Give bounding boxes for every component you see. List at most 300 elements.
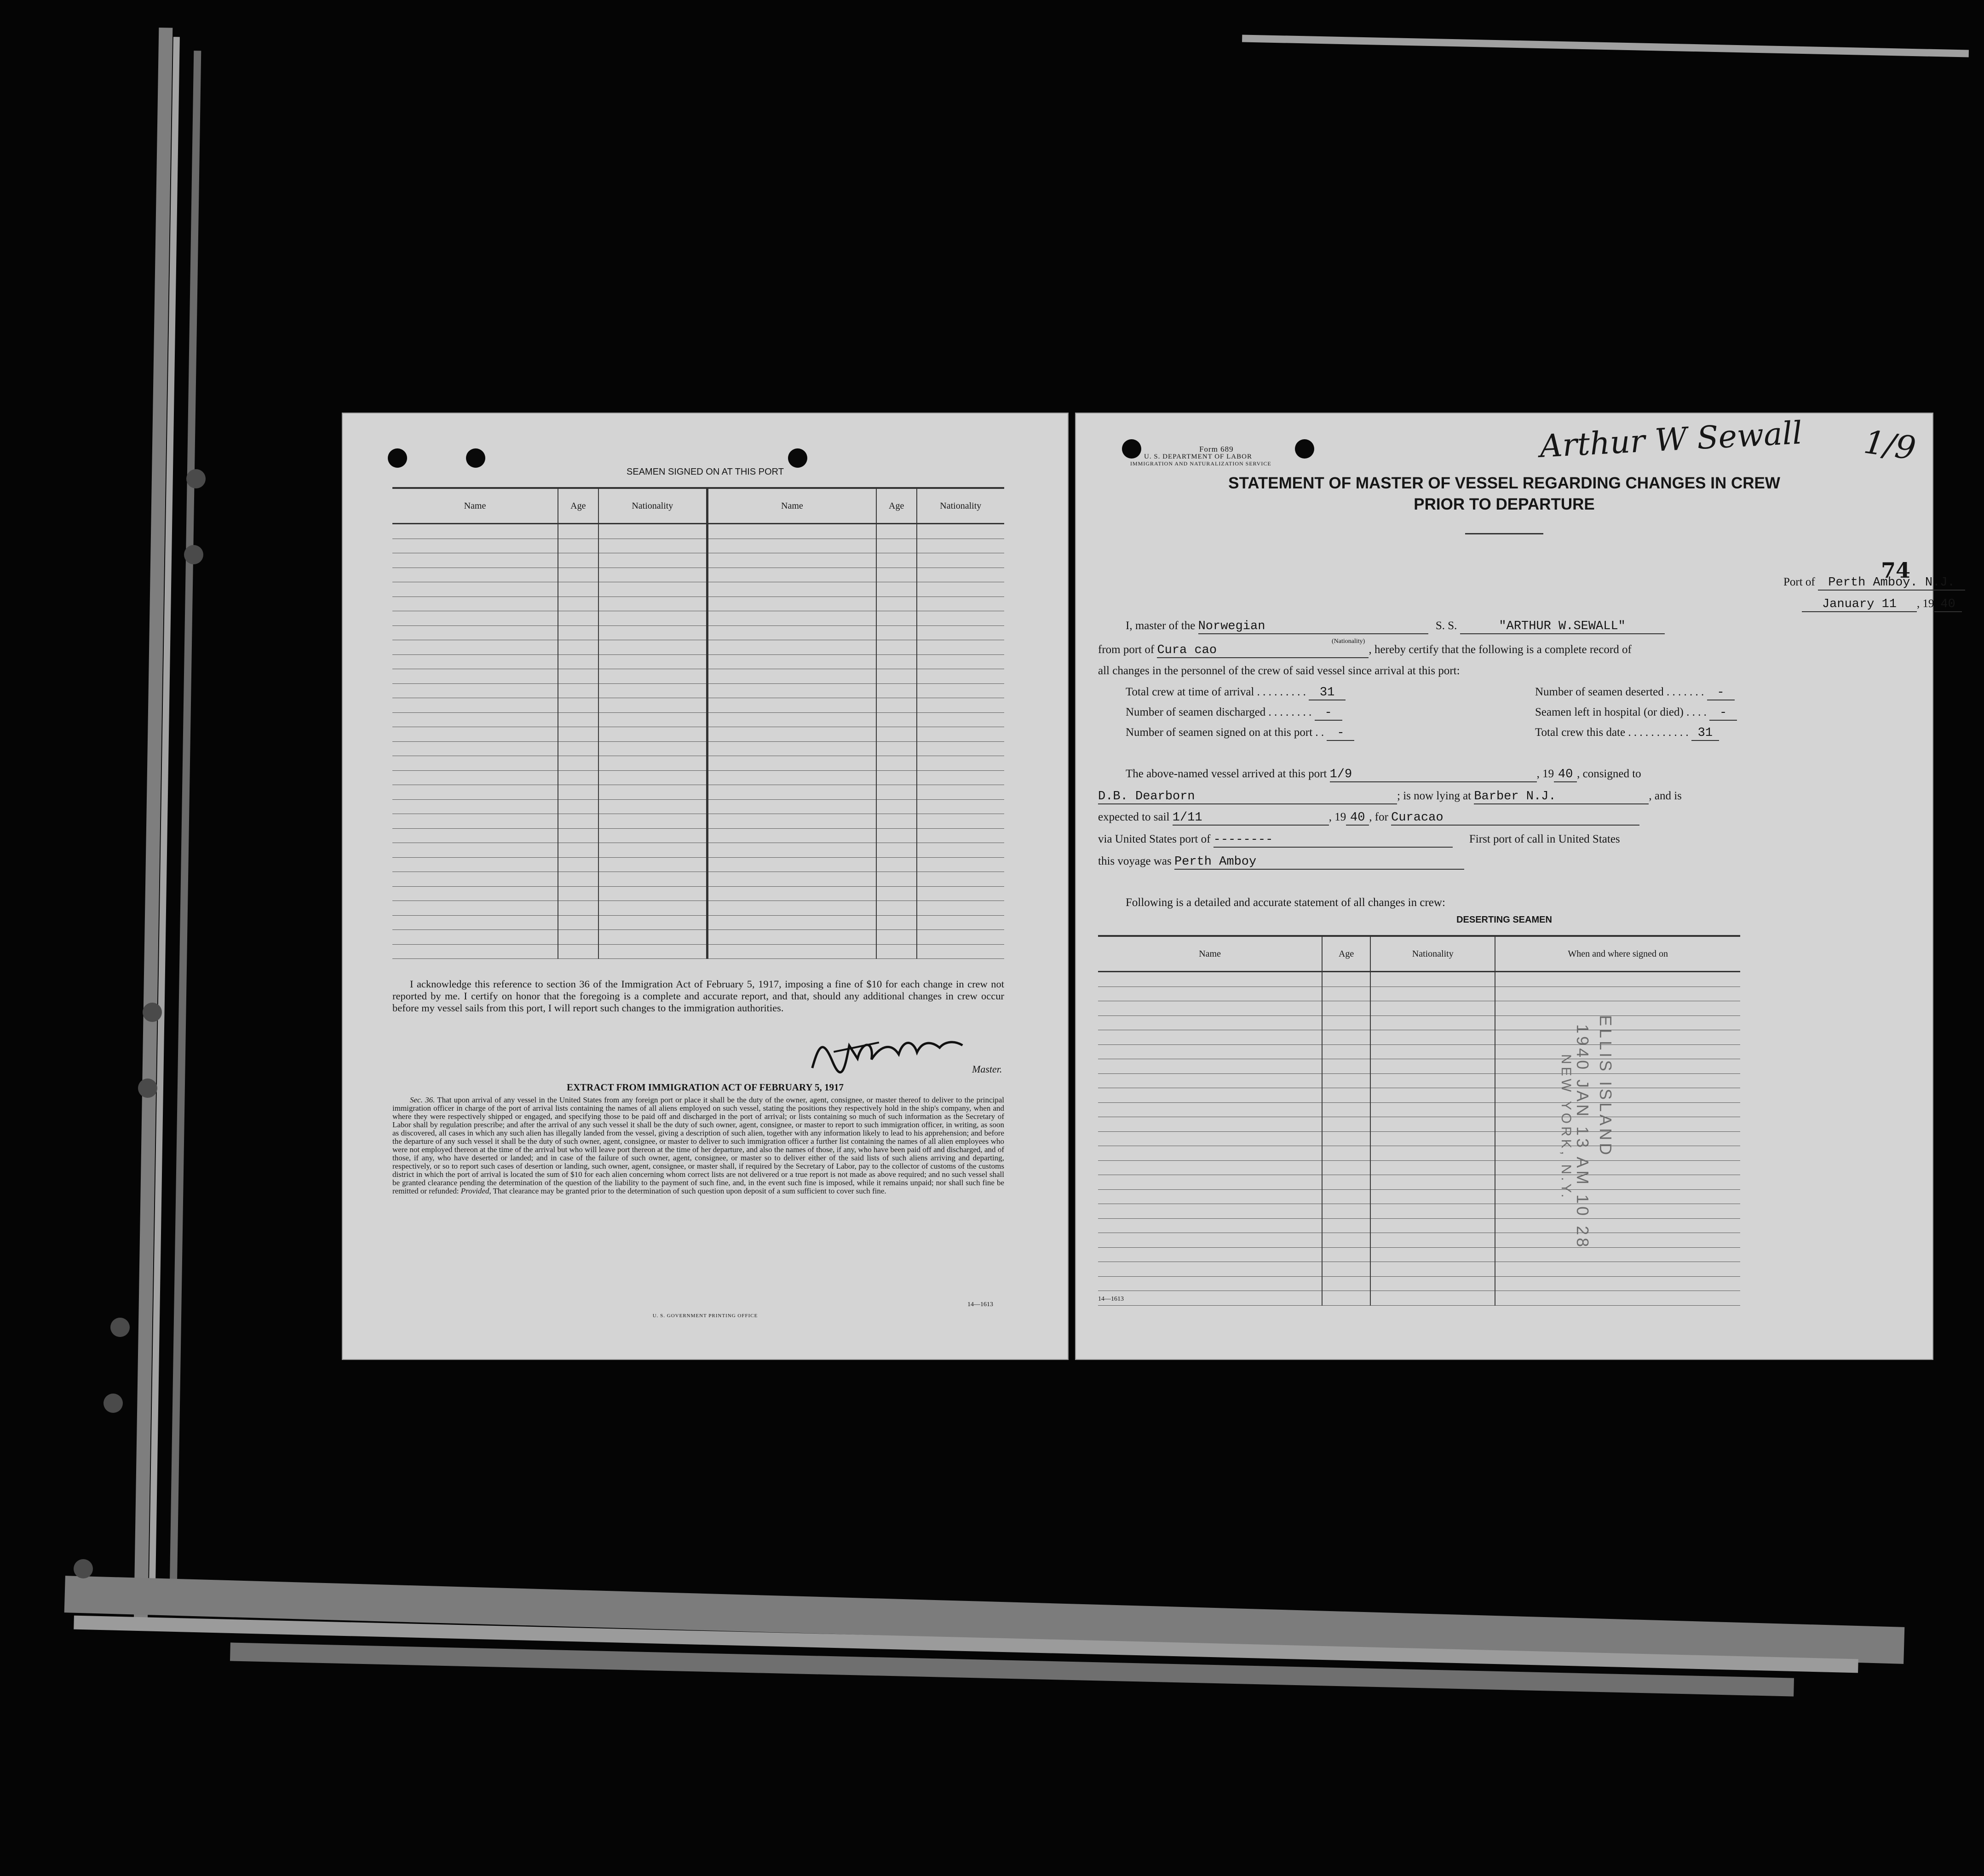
table-cell	[1370, 1131, 1495, 1146]
col-age-2: Age	[876, 488, 917, 524]
expected-year-prefix: , 19	[1328, 811, 1346, 823]
table-cell	[876, 539, 917, 553]
table-cell	[917, 799, 1004, 814]
table-cell	[917, 640, 1004, 655]
table-cell	[1098, 1015, 1322, 1030]
form-title-line2: PRIOR TO DEPARTURE	[1414, 495, 1595, 513]
table-cell	[598, 799, 707, 814]
signed-on-table	[392, 487, 1004, 959]
table-cell	[1495, 1291, 1740, 1306]
table-cell	[1370, 1189, 1495, 1204]
table-cell	[1370, 1117, 1495, 1132]
table-row	[392, 886, 1004, 901]
table-cell	[1098, 1117, 1322, 1132]
table-row	[1098, 1044, 1740, 1059]
master-signature	[805, 1020, 970, 1084]
table-cell	[876, 597, 917, 611]
table-cell	[598, 669, 707, 684]
table-row	[392, 640, 1004, 655]
table-cell	[1322, 1131, 1370, 1146]
table-cell	[558, 654, 598, 669]
binder-hole	[184, 545, 203, 564]
table-cell	[598, 886, 707, 901]
table-cell	[598, 727, 707, 742]
table-row	[392, 712, 1004, 727]
port-line	[1783, 576, 1965, 591]
table-cell	[1370, 1015, 1495, 1030]
certify-text: , hereby certify that the following is a complete record of	[1369, 643, 1632, 656]
table-cell	[1098, 1102, 1322, 1117]
table-cell	[917, 698, 1004, 713]
voyage-label: this voyage was	[1098, 855, 1172, 867]
table-row	[392, 524, 1004, 539]
table-cell	[1370, 1030, 1495, 1045]
table-cell	[917, 785, 1004, 800]
table-cell	[1370, 1059, 1495, 1074]
table-cell	[558, 611, 598, 626]
table-cell	[917, 597, 1004, 611]
seamen-discharged-value: -	[1315, 706, 1342, 721]
table-row	[392, 539, 1004, 553]
right-form-code: 14—1613	[1098, 1296, 1124, 1302]
punch-hole	[1122, 439, 1141, 459]
table-cell	[1495, 1204, 1740, 1219]
table-cell	[558, 944, 598, 959]
table-cell	[598, 625, 707, 640]
table-cell	[1098, 1001, 1322, 1016]
table-cell	[1495, 1276, 1740, 1291]
sec-end: That clearance may be granted prior to the determination of such question upon deposit of a sum sufficient to cover such fine.	[493, 1187, 886, 1195]
table-cell	[917, 901, 1004, 916]
table-cell	[707, 553, 876, 568]
table-cell	[707, 568, 876, 582]
table-cell	[876, 698, 917, 713]
table-cell	[392, 568, 558, 582]
table-cell	[1322, 987, 1370, 1001]
port-number: 74	[1881, 558, 1911, 583]
table-cell	[392, 553, 558, 568]
table-cell	[392, 669, 558, 684]
table-cell	[1370, 1247, 1495, 1262]
received-stamp-line2: NEW YORK, N.Y.	[1558, 1054, 1574, 1200]
table-cell	[1370, 1291, 1495, 1306]
table-cell	[917, 814, 1004, 829]
section-36-text	[392, 1096, 1004, 1195]
table-cell	[1370, 1262, 1495, 1277]
table-cell	[392, 828, 558, 843]
table-cell	[598, 698, 707, 713]
table-cell	[598, 930, 707, 945]
and-is: , and is	[1649, 790, 1682, 802]
table-cell	[598, 611, 707, 626]
table-cell	[876, 930, 917, 945]
punch-hole	[388, 448, 407, 468]
table-cell	[876, 872, 917, 887]
table-cell	[392, 785, 558, 800]
table-cell	[917, 828, 1004, 843]
signed-on-value: -	[1327, 726, 1354, 741]
signature-scribble	[805, 1020, 969, 1078]
table-cell	[876, 741, 917, 756]
table-cell	[917, 843, 1004, 858]
table-cell	[707, 597, 876, 611]
table-cell	[598, 654, 707, 669]
received-stamp-line3: ELLIS ISLAND	[1596, 1015, 1615, 1158]
table-row	[392, 683, 1004, 698]
handwritten-fraction: 1/9	[1861, 423, 1918, 468]
table-cell	[876, 683, 917, 698]
dot-leader: . .	[1312, 726, 1327, 739]
total-crew-date-value: 31	[1691, 726, 1719, 741]
via-line	[1098, 833, 1620, 848]
table-cell	[1370, 1001, 1495, 1016]
voyage-line	[1098, 855, 1464, 870]
table-cell	[876, 770, 917, 785]
table-cell	[558, 828, 598, 843]
from-port-field: Cura cao	[1157, 643, 1369, 658]
table-cell	[598, 785, 707, 800]
col-nationality: Nationality	[1370, 936, 1495, 972]
table-cell	[598, 568, 707, 582]
seamen-deserted-label: Number of seamen deserted	[1535, 686, 1664, 698]
table-row	[392, 915, 1004, 930]
table-cell	[558, 582, 598, 597]
table-cell	[917, 886, 1004, 901]
table-cell	[392, 886, 558, 901]
table-cell	[917, 568, 1004, 582]
handwritten-ship-name: Arthur W Sewall	[1539, 415, 1803, 465]
acknowledgment-text: I acknowledge this reference to section 36 of the Immigration Act of February 5, 1917, imposing a fine of $10 for each change in crew not reported by me. I certify on honor that the foregoing is a complete and accurate report, and that, should any additional changes in crew occur before my vessel sails from this port, I will report such changes to the immigration authorities.	[392, 978, 1004, 1014]
binder-hole	[186, 469, 206, 488]
table-cell	[1495, 1073, 1740, 1088]
table-row	[1098, 1030, 1740, 1045]
table-cell	[707, 611, 876, 626]
total-crew-arrival-value: 31	[1309, 686, 1346, 700]
table-cell	[558, 539, 598, 553]
binder-hole	[110, 1318, 130, 1337]
total-crew-arrival	[1126, 686, 1346, 700]
destination-field: Curacao	[1391, 811, 1639, 826]
table-cell	[392, 611, 558, 626]
table-row	[1098, 972, 1740, 987]
table-cell	[1495, 1175, 1740, 1190]
table-cell	[392, 915, 558, 930]
col-age: Age	[1322, 936, 1370, 972]
table-cell	[1370, 1073, 1495, 1088]
table-cell	[598, 741, 707, 756]
table-cell	[876, 640, 917, 655]
signed-on	[1126, 726, 1354, 741]
table-cell	[917, 770, 1004, 785]
table-cell	[1322, 1175, 1370, 1190]
table-cell	[558, 857, 598, 872]
table-row	[1098, 1102, 1740, 1117]
service: IMMIGRATION AND NATURALIZATION SERVICE	[1130, 460, 1271, 467]
document-spread	[342, 413, 1955, 1360]
via-field: --------	[1213, 833, 1453, 848]
table-cell	[917, 654, 1004, 669]
table-row	[1098, 1247, 1740, 1262]
table-cell	[917, 915, 1004, 930]
arrived-field: 1/9	[1330, 768, 1537, 782]
table-cell	[1370, 1175, 1495, 1190]
table-cell	[1495, 1030, 1740, 1045]
table-cell	[392, 654, 558, 669]
table-row	[1098, 1175, 1740, 1190]
master-of-label: I, master of the	[1126, 620, 1196, 632]
table-cell	[876, 756, 917, 771]
department: U. S. DEPARTMENT OF LABOR	[1144, 453, 1252, 460]
table-cell	[707, 669, 876, 684]
table-row	[392, 553, 1004, 568]
table-cell	[1370, 1146, 1495, 1161]
table-cell	[1322, 1204, 1370, 1219]
table-cell	[392, 539, 558, 553]
table-cell	[1322, 1218, 1370, 1233]
table-cell	[558, 930, 598, 945]
table-cell	[1495, 1131, 1740, 1146]
master-label: Master.	[972, 1063, 1002, 1075]
table-cell	[917, 872, 1004, 887]
table-cell	[1098, 1262, 1322, 1277]
col-when-where: When and where signed on	[1495, 936, 1740, 972]
lying-field: Barber N.J.	[1474, 790, 1649, 804]
table-row	[392, 727, 1004, 742]
table-cell	[1495, 1233, 1740, 1248]
table-cell	[917, 857, 1004, 872]
extract-title: EXTRACT FROM IMMIGRATION ACT OF FEBRUARY 5, 1917	[566, 1082, 844, 1093]
table-cell	[707, 814, 876, 829]
table-row	[1098, 1001, 1740, 1016]
table-cell	[392, 524, 558, 539]
table-cell	[917, 539, 1004, 553]
port-field: Perth Amboy. N.J.	[1818, 576, 1965, 591]
arrived-year-prefix: , 19	[1536, 768, 1554, 780]
table-row	[1098, 1233, 1740, 1248]
table-row	[1098, 1073, 1740, 1088]
table-cell	[1370, 1160, 1495, 1175]
signed-on-table-title: SEAMEN SIGNED ON AT THIS PORT	[627, 467, 784, 477]
table-row	[392, 669, 1004, 684]
table-cell	[1322, 1030, 1370, 1045]
deserting-seamen-table	[1098, 935, 1740, 1306]
table-cell	[876, 843, 917, 858]
table-cell	[558, 901, 598, 916]
col-name: Name	[392, 488, 558, 524]
table-row	[1098, 1160, 1740, 1175]
table-cell	[1495, 1088, 1740, 1103]
table-cell	[1495, 1262, 1740, 1277]
table-cell	[558, 698, 598, 713]
table-cell	[707, 741, 876, 756]
dot-leader: . . . . . . . .	[1265, 706, 1315, 718]
signed-on-label: Number of seamen signed on at this port	[1126, 726, 1313, 739]
table-row	[392, 741, 1004, 756]
table-cell	[1370, 1233, 1495, 1248]
table-cell	[1322, 1015, 1370, 1030]
arrived-label: The above-named vessel arrived at this port	[1126, 768, 1327, 780]
table-cell	[1098, 1073, 1322, 1088]
table-cell	[392, 712, 558, 727]
expected-field: 1/11	[1173, 811, 1329, 826]
table-cell	[598, 640, 707, 655]
punch-hole	[466, 448, 485, 468]
consigned-label: , consigned to	[1577, 768, 1641, 780]
consignee-line	[1098, 790, 1682, 804]
voyage-field: Perth Amboy	[1174, 855, 1464, 870]
table-row	[1098, 1189, 1740, 1204]
table-cell	[707, 901, 876, 916]
table-cell	[558, 741, 598, 756]
master-line	[1126, 620, 1665, 634]
table-cell	[598, 582, 707, 597]
table-cell	[1098, 1291, 1322, 1306]
table-cell	[598, 539, 707, 553]
table-cell	[1098, 1247, 1322, 1262]
year-field: 40	[1934, 597, 1962, 612]
table-cell	[1495, 1160, 1740, 1175]
table-row	[392, 611, 1004, 626]
table-cell	[1370, 1204, 1495, 1219]
table-cell	[707, 930, 876, 945]
expected-year-field: 40	[1346, 811, 1369, 826]
table-cell	[558, 669, 598, 684]
table-cell	[392, 698, 558, 713]
table-cell	[876, 582, 917, 597]
table-cell	[917, 553, 1004, 568]
table-row	[392, 785, 1004, 800]
table-cell	[707, 843, 876, 858]
table-cell	[917, 712, 1004, 727]
table-cell	[558, 799, 598, 814]
table-row	[392, 756, 1004, 771]
table-cell	[392, 814, 558, 829]
table-cell	[1098, 1044, 1322, 1059]
table-cell	[392, 944, 558, 959]
table-cell	[917, 683, 1004, 698]
table-cell	[1322, 1262, 1370, 1277]
table-cell	[558, 770, 598, 785]
table-cell	[558, 524, 598, 539]
table-cell	[707, 640, 876, 655]
table-cell	[707, 654, 876, 669]
table-cell	[917, 625, 1004, 640]
table-cell	[876, 625, 917, 640]
ship-name-field: "ARTHUR W.SEWALL"	[1460, 620, 1665, 634]
table-cell	[392, 582, 558, 597]
seamen-discharged	[1126, 706, 1342, 721]
table-cell	[707, 539, 876, 553]
table-cell	[707, 785, 876, 800]
table-cell	[392, 930, 558, 945]
table-cell	[558, 727, 598, 742]
table-cell	[707, 770, 876, 785]
table-cell	[598, 553, 707, 568]
table-cell	[1370, 1218, 1495, 1233]
table-row	[392, 930, 1004, 945]
table-header	[392, 488, 1004, 524]
table-cell	[1322, 972, 1370, 987]
punch-hole	[1295, 439, 1314, 459]
binder-hole	[138, 1079, 157, 1098]
table-cell	[707, 625, 876, 640]
table-row	[1098, 1015, 1740, 1030]
table-cell	[558, 553, 598, 568]
consignee-field: D.B. Dearborn	[1098, 790, 1397, 804]
table-cell	[1098, 1233, 1322, 1248]
hospital	[1535, 706, 1737, 721]
title-rule	[1465, 533, 1543, 534]
table-row	[1098, 1204, 1740, 1219]
from-port-line	[1098, 643, 1632, 658]
table-cell	[917, 727, 1004, 742]
table-cell	[876, 828, 917, 843]
table-row	[392, 944, 1004, 959]
table-row	[1098, 1131, 1740, 1146]
table-cell	[1322, 1233, 1370, 1248]
table-cell	[1495, 972, 1740, 987]
table-cell	[1370, 1088, 1495, 1103]
table-cell	[707, 756, 876, 771]
table-cell	[558, 843, 598, 858]
table-cell	[1322, 1291, 1370, 1306]
port-label: Port of	[1783, 576, 1815, 588]
table-cell	[876, 553, 917, 568]
seamen-deserted-value: -	[1707, 686, 1735, 700]
table-cell	[1322, 1073, 1370, 1088]
col-name: Name	[1098, 936, 1322, 972]
table-cell	[917, 756, 1004, 771]
table-cell	[1098, 1218, 1322, 1233]
table-row	[392, 799, 1004, 814]
table-cell	[598, 756, 707, 771]
table-cell	[1322, 1247, 1370, 1262]
table-cell	[876, 901, 917, 916]
table-row	[392, 814, 1004, 829]
table-cell	[392, 625, 558, 640]
table-cell	[707, 828, 876, 843]
date-field: January 11	[1802, 597, 1917, 612]
col-nationality: Nationality	[598, 488, 707, 524]
table-cell	[392, 756, 558, 771]
table-cell	[558, 872, 598, 887]
lying-label: ; is now lying at	[1397, 790, 1472, 802]
table-cell	[876, 915, 917, 930]
table-cell	[598, 828, 707, 843]
col-nationality-2: Nationality	[917, 488, 1004, 524]
table-cell	[876, 785, 917, 800]
table-cell	[707, 944, 876, 959]
table-cell	[1322, 1276, 1370, 1291]
table-cell	[1098, 1131, 1322, 1146]
paper-stack-top-edge	[1242, 34, 1969, 57]
table-row	[392, 597, 1004, 611]
table-cell	[707, 698, 876, 713]
table-cell	[1098, 987, 1322, 1001]
binder-hole	[143, 1003, 162, 1022]
table-cell	[1495, 1015, 1740, 1030]
table-cell	[598, 857, 707, 872]
table-cell	[392, 901, 558, 916]
col-name-2: Name	[707, 488, 876, 524]
table-cell	[558, 915, 598, 930]
deserting-table-title: DESERTING SEAMEN	[1456, 915, 1552, 925]
certify-text-2: all changes in the personnel of the crew of said vessel since arrival at this port:	[1098, 665, 1460, 677]
for-label: , for	[1369, 811, 1388, 823]
left-page	[342, 413, 1069, 1360]
sec-label: Sec. 36.	[410, 1096, 435, 1104]
table-cell	[876, 611, 917, 626]
